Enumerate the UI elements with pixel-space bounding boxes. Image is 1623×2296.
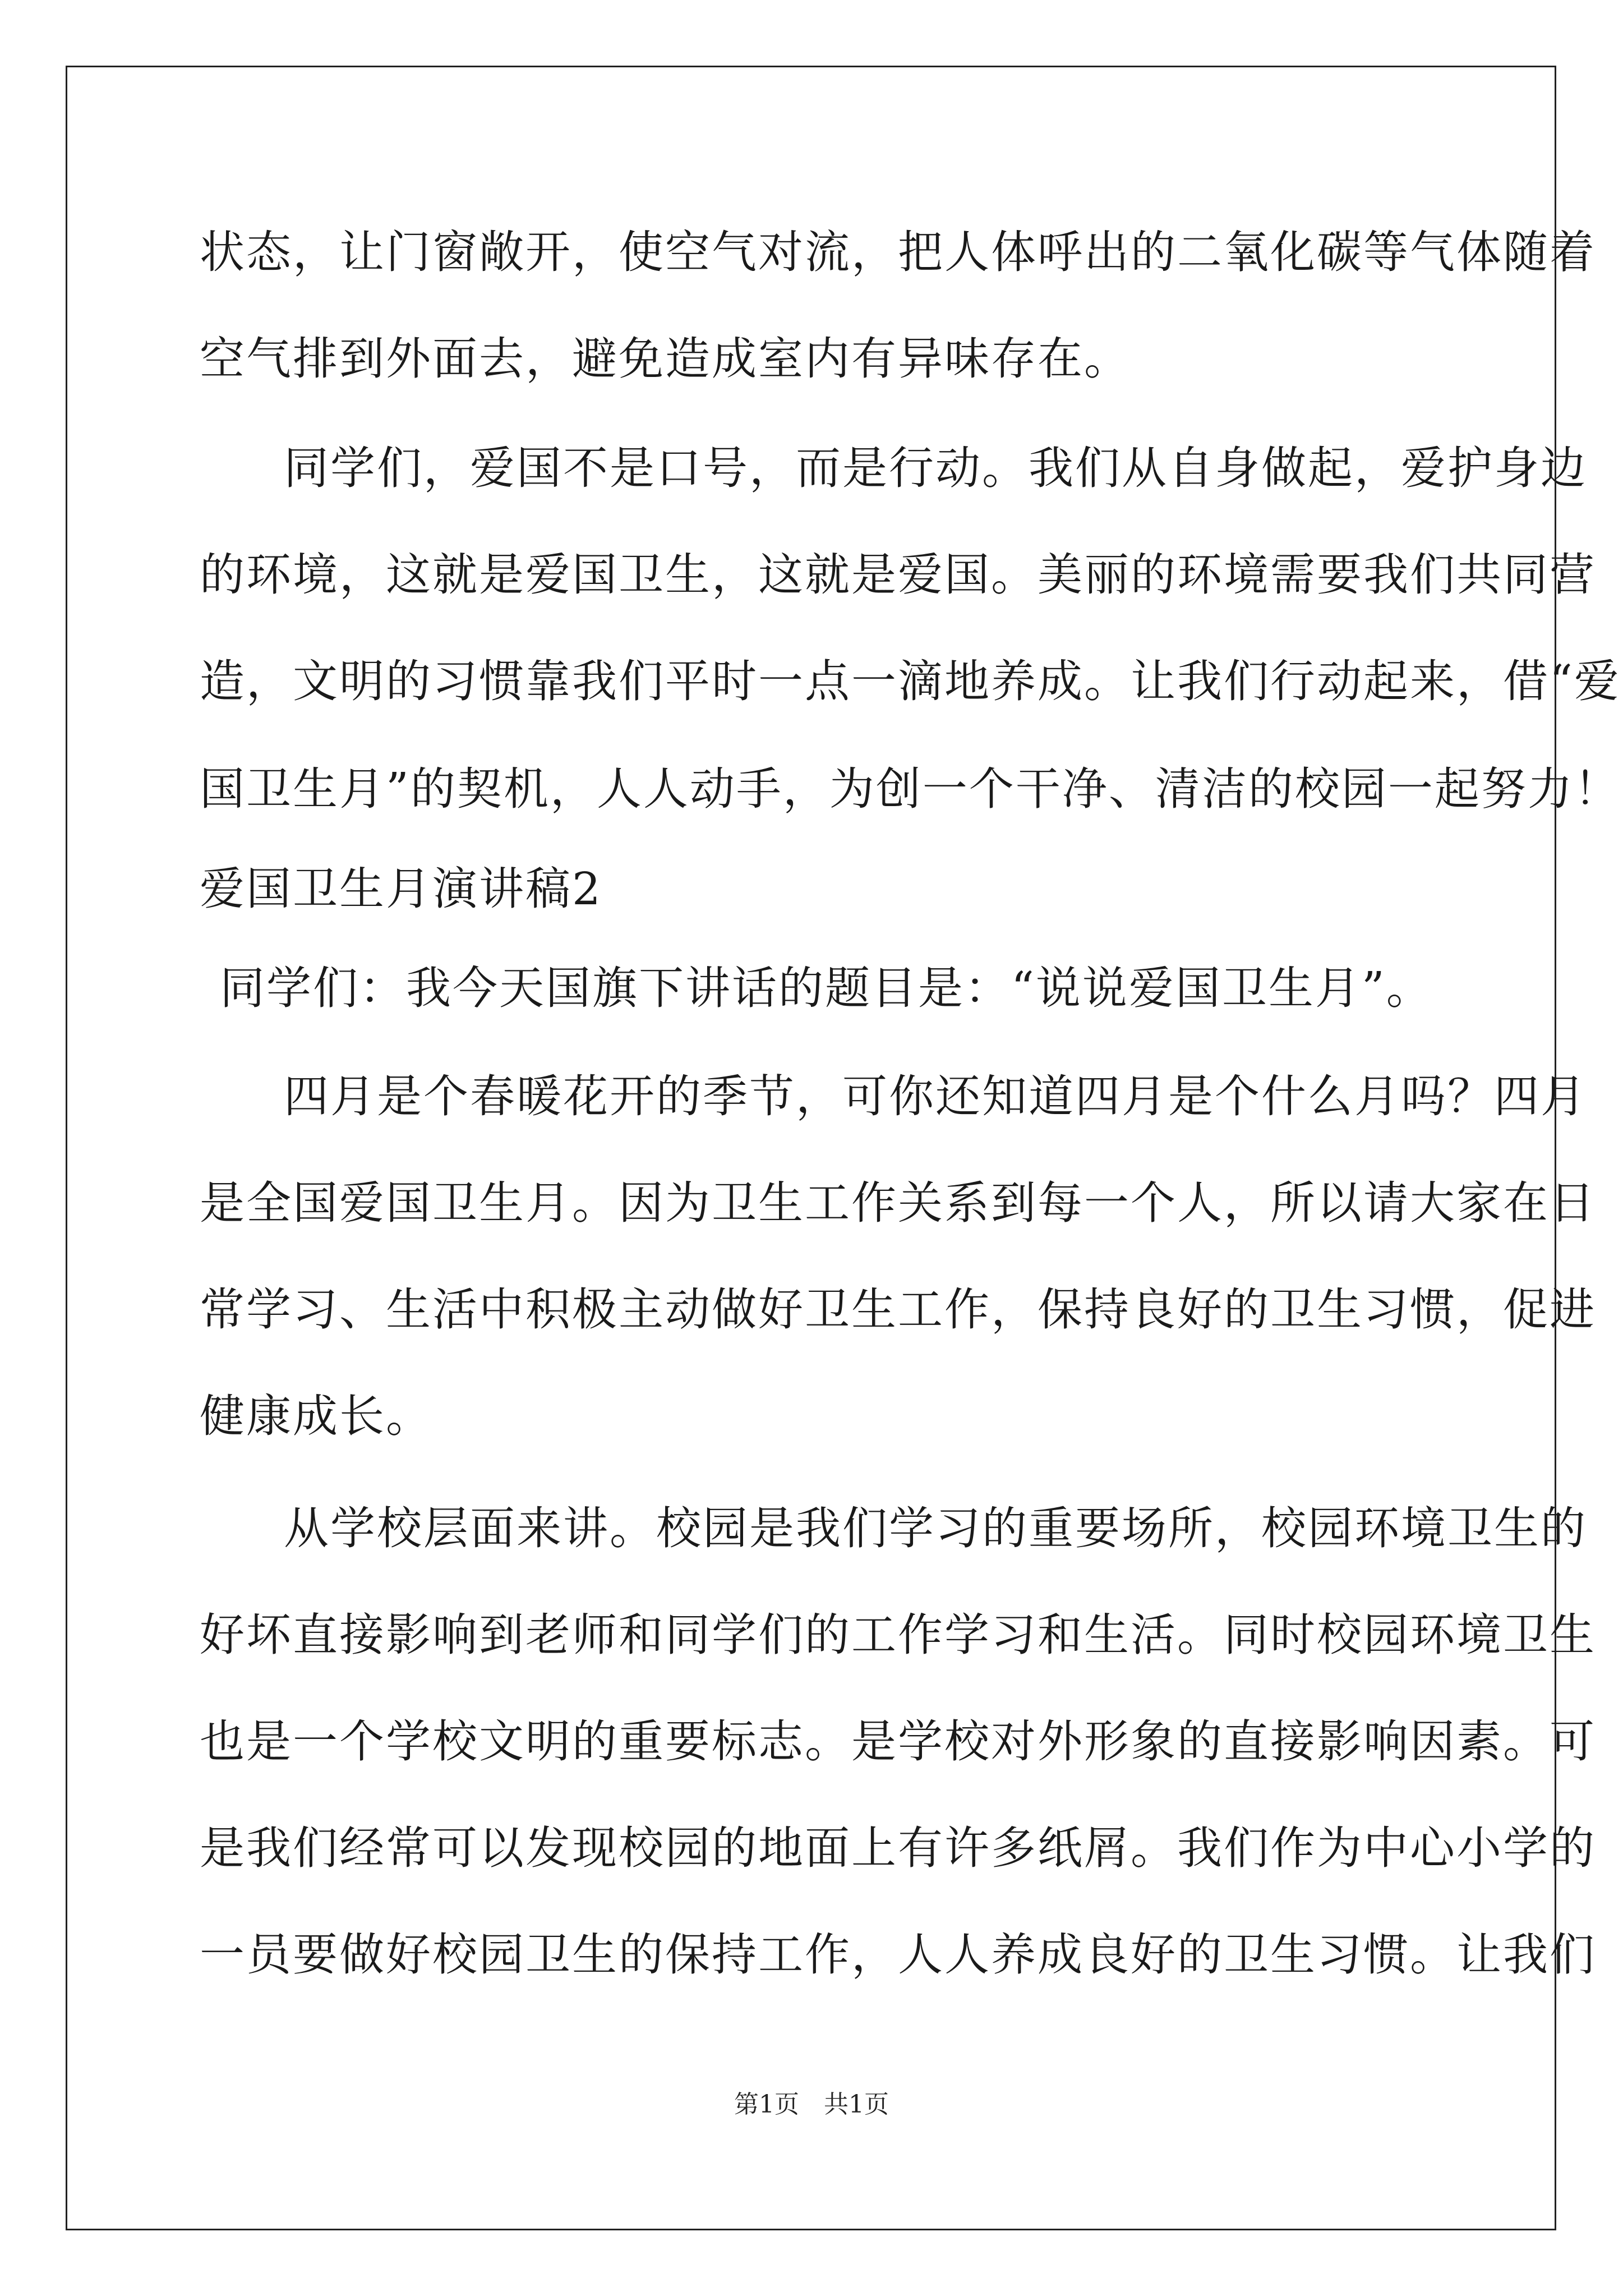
text-line: 空气排到外面去，避免造成室内有异味存在。	[200, 333, 1131, 385]
page-border	[66, 66, 1556, 2230]
text-line: 四月是个春暖花开的季节，可你还知道四月是个什么月吗？四月	[284, 1070, 1587, 1122]
text-line: 一员要做好校园卫生的保持工作，人人养成良好的卫生习惯。让我们	[200, 1929, 1596, 1981]
text-line: 从学校层面来讲。校园是我们学习的重要场所，校园环境卫生的	[284, 1502, 1587, 1554]
text-line: 同学们：我今天国旗下讲话的题目是：“说说爱国卫生月”。	[220, 962, 1433, 1014]
text-line: 造，文明的习惯靠我们平时一点一滴地养成。让我们行动起来，借“爱	[200, 655, 1621, 707]
section-heading: 爱国卫生月演讲稿2	[200, 863, 602, 915]
text-line: 的环境，这就是爱国卫生，这就是爱国。美丽的环境需要我们共同营	[200, 549, 1596, 601]
text-line: 状态，让门窗敞开，使空气对流，把人体呼出的二氧化碳等气体随着	[200, 226, 1596, 278]
text-line: 国卫生月”的契机，人人动手，为创一个干净、清洁的校园一起努力！	[200, 763, 1621, 815]
text-line: 好坏直接影响到老师和同学们的工作学习和生活。同时校园环境卫生	[200, 1609, 1596, 1661]
text-line: 同学们，爱国不是口号，而是行动。我们从自身做起，爱护身边	[284, 442, 1587, 494]
text-line: 是全国爱国卫生月。因为卫生工作关系到每一个人，所以请大家在日	[200, 1177, 1596, 1229]
text-line: 是我们经常可以发现校园的地面上有许多纸屑。我们作为中心小学的	[200, 1822, 1596, 1874]
text-line: 常学习、生活中积极主动做好卫生工作，保持良好的卫生习惯，促进	[200, 1283, 1596, 1336]
text-line: 健康成长。	[200, 1390, 432, 1442]
page-footer: 第1页 共1页	[734, 2090, 889, 2119]
text-line: 也是一个学校文明的重要标志。是学校对外形象的直接影响因素。可	[200, 1715, 1596, 1768]
